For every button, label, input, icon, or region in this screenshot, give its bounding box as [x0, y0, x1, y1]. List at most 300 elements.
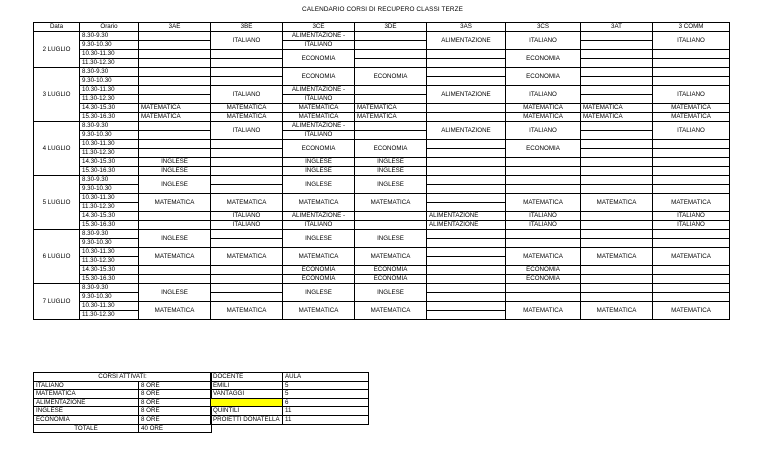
course-cell: ALIMENTAZIONE: [427, 212, 506, 221]
empty-cell: [581, 41, 653, 50]
empty-cell: [581, 293, 653, 302]
table-row: [34, 131, 730, 140]
column-header: Orario: [80, 23, 139, 32]
empty-cell: [427, 50, 506, 59]
empty-cell: [506, 239, 581, 248]
course-cell: ALIMENTAZIONE -: [283, 212, 355, 221]
empty-cell: [506, 167, 581, 176]
empty-cell: [427, 248, 506, 257]
table-row: [34, 32, 730, 41]
course-cell: MATEMATICA: [581, 302, 653, 320]
empty-cell: [581, 140, 653, 149]
teachers-table: [210, 372, 369, 425]
empty-cell: [581, 32, 653, 41]
empty-cell: [427, 239, 506, 248]
time-slot-cell: 14.30-15.30: [80, 158, 139, 167]
docente-cell: [211, 398, 283, 407]
empty-cell: [211, 185, 283, 194]
empty-cell: [581, 221, 653, 230]
date-cell: 6 LUGLIO: [34, 230, 80, 284]
course-cell: ALIMENTAZIONE: [427, 221, 506, 230]
hours-cell: 8 ORE: [139, 381, 212, 390]
empty-cell: [139, 59, 211, 68]
course-cell: MATEMATICA: [506, 302, 581, 320]
hours-cell: 8 ORE: [139, 407, 212, 416]
course-cell: MATEMATICA: [581, 104, 653, 113]
empty-cell: [427, 302, 506, 311]
empty-cell: [653, 68, 730, 77]
empty-cell: [139, 95, 211, 104]
empty-cell: [355, 50, 427, 59]
course-cell: INGLESE: [139, 167, 211, 176]
column-header: 3AT: [581, 23, 653, 32]
time-slot-cell: 10.30-11.30: [80, 86, 139, 95]
empty-cell: [139, 131, 211, 140]
empty-cell: [139, 41, 211, 50]
total-value: 40 ORE: [139, 424, 212, 433]
course-cell: MATEMATICA: [355, 104, 427, 113]
table-row: [34, 68, 730, 77]
empty-cell: [355, 86, 427, 95]
course-cell: ECONOMIA: [506, 68, 581, 86]
course-cell: ITALIANO: [211, 221, 283, 230]
empty-cell: [139, 77, 211, 86]
empty-cell: [355, 212, 427, 221]
aula-cell: 6: [283, 398, 369, 407]
course-cell: MATEMATICA: [355, 248, 427, 266]
empty-cell: [211, 176, 283, 185]
empty-cell: [653, 140, 730, 149]
empty-cell: [427, 284, 506, 293]
empty-cell: [427, 77, 506, 86]
hours-cell: 8 ORE: [139, 398, 212, 407]
empty-cell: [355, 59, 427, 68]
empty-cell: [581, 239, 653, 248]
docente-cell: EMILI: [211, 381, 283, 390]
column-header: 3CS: [506, 23, 581, 32]
empty-cell: [427, 149, 506, 158]
header-row: [34, 23, 730, 32]
column-header: 3CE: [283, 23, 355, 32]
time-slot-cell: 10.30-11.30: [80, 302, 139, 311]
empty-cell: [653, 239, 730, 248]
date-cell: 4 LUGLIO: [34, 122, 80, 176]
time-slot-cell: 11.30-12.30: [80, 203, 139, 212]
empty-cell: [427, 59, 506, 68]
empty-cell: [653, 293, 730, 302]
empty-cell: [139, 212, 211, 221]
empty-cell: [427, 140, 506, 149]
empty-cell: [139, 86, 211, 95]
course-cell: ECONOMIA: [283, 140, 355, 158]
empty-cell: [211, 68, 283, 77]
empty-cell: [581, 266, 653, 275]
course-cell: INGLESE: [355, 176, 427, 194]
empty-cell: [653, 275, 730, 284]
course-cell: ITALIANO: [653, 122, 730, 140]
column-header: 3AE: [139, 23, 211, 32]
course-cell: MATEMATICA: [653, 302, 730, 320]
time-slot-cell: 15.30-16.30: [80, 275, 139, 284]
empty-cell: [427, 158, 506, 167]
time-slot-cell: 10.30-11.30: [80, 50, 139, 59]
course-cell: MATEMATICA: [211, 113, 283, 122]
time-slot-cell: 14.30-15.30: [80, 212, 139, 221]
course-cell: ALIMENTAZIONE: [427, 86, 506, 104]
course-cell: ITALIANO: [653, 86, 730, 104]
time-slot-cell: 11.30-12.30: [80, 149, 139, 158]
empty-cell: [506, 158, 581, 167]
time-slot-cell: 11.30-12.30: [80, 59, 139, 68]
empty-cell: [355, 95, 427, 104]
course-cell: ITALIANO: [283, 131, 355, 140]
course-cell: MATEMATICA: [283, 194, 355, 212]
course-cell: INGLESE: [283, 284, 355, 302]
course-cell: ECONOMIA: [506, 275, 581, 284]
course-cell: ECONOMIA: [283, 275, 355, 284]
course-cell: INGLESE: [355, 284, 427, 302]
subject-cell: MATEMATICA: [34, 390, 139, 399]
table-row: [34, 86, 730, 95]
time-slot-cell: 9.30-10.30: [80, 185, 139, 194]
empty-cell: [506, 293, 581, 302]
empty-cell: [653, 158, 730, 167]
empty-cell: [427, 185, 506, 194]
subject-cell: ITALIANO: [34, 381, 139, 390]
docente-cell: PROIETTI DONATELLA: [211, 415, 283, 424]
time-slot-cell: 9.30-10.30: [80, 239, 139, 248]
aula-header: AULA: [283, 373, 369, 382]
empty-cell: [506, 284, 581, 293]
empty-cell: [653, 185, 730, 194]
course-cell: ALIMENTAZIONE: [427, 32, 506, 50]
empty-cell: [139, 221, 211, 230]
course-cell: MATEMATICA: [653, 104, 730, 113]
empty-cell: [211, 239, 283, 248]
course-cell: ITALIANO: [283, 95, 355, 104]
aula-cell: 11: [283, 415, 369, 424]
summary-header-row: [34, 373, 212, 382]
table-row: [34, 176, 730, 185]
table-row: [34, 275, 730, 284]
subject-cell: INGLESE: [34, 407, 139, 416]
empty-cell: [427, 257, 506, 266]
course-cell: ITALIANO: [653, 32, 730, 50]
time-slot-cell: 15.30-16.30: [80, 221, 139, 230]
docente-cell: QUINTILI: [211, 407, 283, 416]
summary-header: CORSI ATTIVATI:: [34, 373, 212, 382]
course-cell: ITALIANO: [506, 221, 581, 230]
empty-cell: [427, 311, 506, 320]
docente-cell: VANTAGGI: [211, 390, 283, 399]
empty-cell: [506, 230, 581, 239]
column-header: 3 COMM: [653, 23, 730, 32]
course-cell: MATEMATICA: [283, 302, 355, 320]
table-row: [34, 212, 730, 221]
table-row: [34, 41, 730, 50]
time-slot-cell: 8.30-9.30: [80, 32, 139, 41]
course-cell: ECONOMIA: [355, 275, 427, 284]
course-cell: ITALIANO: [653, 212, 730, 221]
course-cell: ECONOMIA: [506, 50, 581, 68]
time-slot-cell: 10.30-11.30: [80, 248, 139, 257]
empty-cell: [211, 266, 283, 275]
time-slot-cell: 9.30-10.30: [80, 41, 139, 50]
course-cell: MATEMATICA: [211, 104, 283, 113]
empty-cell: [653, 50, 730, 59]
table-row: [34, 284, 730, 293]
empty-cell: [139, 149, 211, 158]
course-cell: MATEMATICA: [581, 194, 653, 212]
empty-cell: [211, 275, 283, 284]
summary-row: [34, 407, 212, 416]
course-cell: ALIMENTAZIONE -: [283, 86, 355, 95]
time-slot-cell: 11.30-12.30: [80, 257, 139, 266]
empty-cell: [506, 176, 581, 185]
course-cell: MATEMATICA: [139, 248, 211, 266]
course-cell: ITALIANO: [211, 32, 283, 50]
course-cell: INGLESE: [283, 176, 355, 194]
empty-cell: [427, 230, 506, 239]
empty-cell: [427, 113, 506, 122]
empty-cell: [653, 167, 730, 176]
empty-cell: [653, 230, 730, 239]
empty-cell: [355, 122, 427, 131]
subject-cell: ECONOMIA: [34, 415, 139, 424]
time-slot-cell: 14.30-15.30: [80, 266, 139, 275]
course-cell: ALIMENTAZIONE -: [283, 32, 355, 41]
teacher-row: [211, 398, 369, 407]
courses-summary-table: [33, 372, 212, 433]
time-slot-cell: 9.30-10.30: [80, 77, 139, 86]
course-cell: ALIMENTAZIONE -: [283, 122, 355, 131]
course-cell: ECONOMIA: [283, 266, 355, 275]
empty-cell: [211, 230, 283, 239]
empty-cell: [211, 149, 283, 158]
time-slot-cell: 8.30-9.30: [80, 284, 139, 293]
course-cell: MATEMATICA: [506, 113, 581, 122]
schedule-table: [33, 22, 730, 320]
empty-cell: [581, 275, 653, 284]
course-cell: ITALIANO: [506, 122, 581, 140]
course-cell: INGLESE: [139, 230, 211, 248]
empty-cell: [427, 194, 506, 203]
empty-cell: [355, 41, 427, 50]
empty-cell: [581, 176, 653, 185]
course-cell: MATEMATICA: [139, 104, 211, 113]
teacher-row: [211, 390, 369, 399]
empty-cell: [653, 176, 730, 185]
course-cell: MATEMATICA: [653, 194, 730, 212]
course-cell: ECONOMIA: [355, 140, 427, 158]
teacher-row: [211, 381, 369, 390]
table-row: [34, 194, 730, 203]
course-cell: ITALIANO: [283, 221, 355, 230]
total-label: TOTALE: [34, 424, 139, 433]
empty-cell: [139, 122, 211, 131]
course-cell: MATEMATICA: [139, 113, 211, 122]
course-cell: INGLESE: [283, 230, 355, 248]
column-header: 3AS: [427, 23, 506, 32]
empty-cell: [355, 131, 427, 140]
empty-cell: [427, 275, 506, 284]
course-cell: MATEMATICA: [283, 113, 355, 122]
table-row: [34, 122, 730, 131]
course-cell: MATEMATICA: [211, 302, 283, 320]
aula-cell: 11: [283, 407, 369, 416]
empty-cell: [355, 32, 427, 41]
empty-cell: [653, 59, 730, 68]
empty-cell: [139, 275, 211, 284]
empty-cell: [427, 176, 506, 185]
course-cell: INGLESE: [139, 176, 211, 194]
hours-cell: 8 ORE: [139, 415, 212, 424]
course-cell: ECONOMIA: [355, 68, 427, 86]
time-slot-cell: 11.30-12.30: [80, 95, 139, 104]
table-row: [34, 302, 730, 311]
empty-cell: [581, 68, 653, 77]
course-cell: ALIMENTAZIONE: [427, 122, 506, 140]
course-cell: ITALIANO: [506, 32, 581, 50]
course-cell: ITALIANO: [211, 212, 283, 221]
course-cell: MATEMATICA: [355, 302, 427, 320]
time-slot-cell: 15.30-16.30: [80, 167, 139, 176]
course-cell: MATEMATICA: [283, 248, 355, 266]
course-cell: MATEMATICA: [211, 248, 283, 266]
empty-cell: [211, 293, 283, 302]
time-slot-cell: 8.30-9.30: [80, 122, 139, 131]
time-slot-cell: 9.30-10.30: [80, 293, 139, 302]
empty-cell: [211, 158, 283, 167]
empty-cell: [581, 149, 653, 158]
hours-cell: 8 ORE: [139, 390, 212, 399]
empty-cell: [139, 50, 211, 59]
empty-cell: [581, 86, 653, 95]
course-cell: ITALIANO: [506, 86, 581, 104]
empty-cell: [139, 140, 211, 149]
empty-cell: [427, 68, 506, 77]
summary-row: [34, 398, 212, 407]
table-row: [34, 266, 730, 275]
column-header: 3DE: [355, 23, 427, 32]
time-slot-cell: 11.30-12.30: [80, 311, 139, 320]
table-row: [34, 221, 730, 230]
empty-cell: [581, 95, 653, 104]
time-slot-cell: 14.30-15.30: [80, 104, 139, 113]
summary-total-row: [34, 424, 212, 433]
time-slot-cell: 9.30-10.30: [80, 131, 139, 140]
course-cell: ITALIANO: [506, 212, 581, 221]
date-cell: 5 LUGLIO: [34, 176, 80, 230]
course-cell: ECONOMIA: [355, 266, 427, 275]
course-cell: MATEMATICA: [283, 104, 355, 113]
empty-cell: [653, 149, 730, 158]
course-cell: MATEMATICA: [211, 194, 283, 212]
empty-cell: [581, 185, 653, 194]
empty-cell: [581, 212, 653, 221]
table-row: [34, 95, 730, 104]
course-cell: ITALIANO: [283, 41, 355, 50]
column-header: Data: [34, 23, 80, 32]
empty-cell: [581, 77, 653, 86]
aula-cell: 5: [283, 390, 369, 399]
empty-cell: [211, 284, 283, 293]
summary-row: [34, 415, 212, 424]
table-row: [34, 59, 730, 68]
empty-cell: [581, 230, 653, 239]
course-cell: ECONOMIA: [283, 68, 355, 86]
table-row: [34, 167, 730, 176]
time-slot-cell: 8.30-9.30: [80, 176, 139, 185]
empty-cell: [581, 59, 653, 68]
course-cell: INGLESE: [283, 158, 355, 167]
column-header: 3BE: [211, 23, 283, 32]
empty-cell: [581, 158, 653, 167]
table-row: [34, 158, 730, 167]
table-row: [34, 230, 730, 239]
empty-cell: [581, 50, 653, 59]
course-cell: MATEMATICA: [139, 194, 211, 212]
teachers-header-row: [211, 373, 369, 382]
table-row: [34, 113, 730, 122]
empty-cell: [581, 122, 653, 131]
course-cell: MATEMATICA: [506, 194, 581, 212]
course-cell: MATEMATICA: [581, 248, 653, 266]
course-cell: MATEMATICA: [653, 113, 730, 122]
empty-cell: [211, 59, 283, 68]
empty-cell: [653, 266, 730, 275]
table-row: [34, 248, 730, 257]
empty-cell: [581, 284, 653, 293]
course-cell: INGLESE: [355, 158, 427, 167]
course-cell: INGLESE: [139, 284, 211, 302]
empty-cell: [653, 284, 730, 293]
empty-cell: [211, 50, 283, 59]
empty-cell: [139, 266, 211, 275]
teacher-row: [211, 407, 369, 416]
course-cell: MATEMATICA: [139, 302, 211, 320]
time-slot-cell: 8.30-9.30: [80, 230, 139, 239]
course-cell: INGLESE: [355, 230, 427, 248]
table-row: [34, 50, 730, 59]
empty-cell: [427, 203, 506, 212]
empty-cell: [581, 167, 653, 176]
docente-header: DOCENTE: [211, 373, 283, 382]
table-row: [34, 104, 730, 113]
empty-cell: [139, 68, 211, 77]
course-cell: ITALIANO: [211, 86, 283, 104]
empty-cell: [139, 32, 211, 41]
course-cell: INGLESE: [355, 167, 427, 176]
aula-cell: 5: [283, 381, 369, 390]
subject-cell: ALIMENTAZIONE: [34, 398, 139, 407]
empty-cell: [211, 77, 283, 86]
course-cell: ECONOMIA: [506, 140, 581, 158]
empty-cell: [211, 167, 283, 176]
empty-cell: [211, 140, 283, 149]
course-cell: MATEMATICA: [653, 248, 730, 266]
course-cell: ITALIANO: [211, 122, 283, 140]
empty-cell: [427, 104, 506, 113]
course-cell: MATEMATICA: [581, 113, 653, 122]
empty-cell: [427, 293, 506, 302]
empty-cell: [653, 77, 730, 86]
course-cell: INGLESE: [139, 158, 211, 167]
date-cell: 2 LUGLIO: [34, 32, 80, 68]
date-cell: 7 LUGLIO: [34, 284, 80, 320]
course-cell: ECONOMIA: [506, 266, 581, 275]
time-slot-cell: 8.30-9.30: [80, 68, 139, 77]
